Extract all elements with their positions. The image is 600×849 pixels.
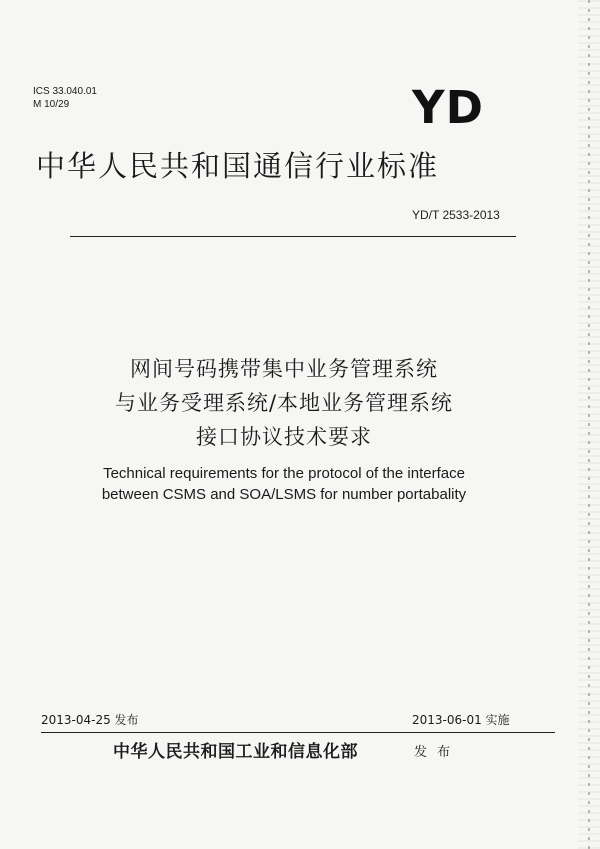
chinese-title-line-3: 接口协议技术要求 — [196, 425, 372, 449]
english-title-line-2: between CSMS and SOA/LSMS for number portabality — [101, 486, 467, 503]
standard-number: YD/T 2533-2013 — [412, 208, 500, 222]
chinese-title-line-2: 与业务受理系统/本地业务管理系统 — [114, 391, 454, 415]
ccs-code: M 10/29 — [33, 99, 70, 110]
yd-logo: YD — [412, 81, 484, 134]
chinese-title — [0, 352, 568, 454]
standard-category-title: 中华人民共和国通信行业标准 — [36, 149, 440, 183]
publish-date: 2013-04-25 发布 — [41, 713, 139, 727]
bottom-divider — [41, 732, 555, 733]
issue-label: 发 布 — [414, 745, 454, 760]
english-title-line-1: Technical requirements for the protocol of the interface — [103, 465, 465, 482]
english-title — [0, 463, 568, 505]
issuing-authority: 中华人民共和国工业和信息化部 — [113, 742, 358, 762]
ics-code: ICS 33.040.01 — [33, 86, 97, 97]
scan-edge-dots — [588, 0, 590, 849]
chinese-title-line-1: 网间号码携带集中业务管理系统 — [130, 357, 438, 381]
implement-date: 2013-06-01 实施 — [412, 713, 510, 727]
top-divider — [70, 236, 516, 237]
